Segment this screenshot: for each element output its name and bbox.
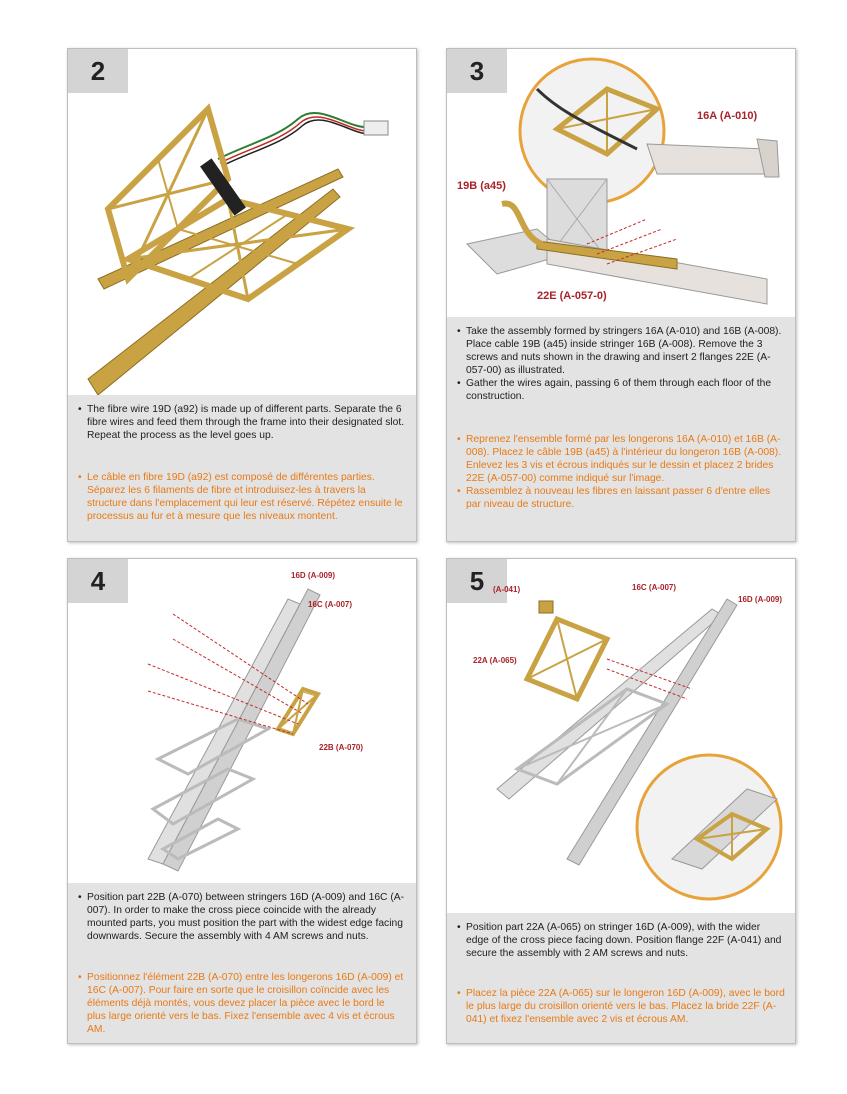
step-number: 3 <box>447 49 507 93</box>
instruction-item: • The fibre wire 19D (a92) is made up of different parts. Separate the 6 fibre wires and feed them through the frame into their designated slot. Repeat the process as the level goes up. <box>87 403 406 442</box>
step-panel-2 <box>67 48 417 542</box>
step-number: 5 <box>447 559 507 603</box>
step-panel-3 <box>446 48 796 542</box>
instruction-item: • Positionnez l'élément 22B (A-070) entre les longerons 16D (A-009) et 16C (A-007). Pour faire en sorte que le croisillon coïncide avec les éléments déjà montés, vous devez placer la pièce avec le bord le plus large orienté vers le bas. Fixez l'ensemble avec 4 vis et écrous AM. <box>87 971 406 1036</box>
instructions-french <box>68 963 416 1043</box>
instructions-english <box>68 883 416 963</box>
part-label: 16D (A-009) <box>738 595 783 604</box>
instruction-item: • Position part 22A (A-065) on stringer 16D (A-009), with the wider edge of the cross piece facing down. Position flange 22F (A-041) and secure the assembly with 2 AM screws and nuts. <box>466 921 785 960</box>
step-number: 4 <box>68 559 128 603</box>
cross-piece-22b-illustration <box>68 559 416 883</box>
instruction-item: • Reprenez l'ensemble formé par les longerons 16A (A-010) et 16B (A-008). Placez le câble 19B (a45) à l'intérieur du longeron 16B (A-008). Enlevez les 3 vis et écrous indiqués sur le dessin et placez 2 brides 22E (A-057-00) comme indiqué sur l'image. <box>466 433 785 485</box>
instructions-english <box>447 913 795 979</box>
step-illustration <box>68 559 416 883</box>
part-label: (A-041) <box>493 585 521 594</box>
instruction-item: • Position part 22B (A-070) between stringers 16D (A-009) and 16C (A-007). In order to make the cross piece coincide with the already mounted parts, you must position the part with the widest edge facing downwards. Secure the assembly with 4 AM screws and nuts. <box>87 891 406 943</box>
instruction-item: • Take the assembly formed by stringers 16A (A-010) and 16B (A-008). Place cable 19B (a45) inside stringer 16B (A-008). Remove the 3 screws and nuts shown in the drawing and insert 2 flanges 22E (A-057-00) as illustrated. <box>466 325 785 377</box>
step-illustration <box>68 49 416 395</box>
part-label: 16C (A-007) <box>308 600 353 609</box>
step-illustration <box>447 49 795 317</box>
fibre-wire-frame-illustration <box>68 49 416 395</box>
instructions-french <box>447 425 795 541</box>
part-label: 22B (A-070) <box>319 743 364 752</box>
instructions-english <box>447 317 795 425</box>
part-label: 16C (A-007) <box>632 583 677 592</box>
step-panel-5 <box>446 558 796 1044</box>
instruction-item: • Gather the wires again, passing 6 of them through each floor of the construction. <box>466 377 785 403</box>
instruction-item: • Le câble en fibre 19D (a92) est composé de différentes parties. Séparez les 6 filaments de fibre et introduisez-les à travers la structure dans l'emplacement qui leur est réservé. Répétez ensuite le processus au fur et à mesure que les niveaux montent. <box>87 471 406 523</box>
part-label: 16A (A-010) <box>697 110 758 122</box>
step-illustration <box>447 559 795 913</box>
instructions-english <box>68 395 416 463</box>
cross-piece-22a-illustration <box>447 559 795 913</box>
part-label: 22A (A-065) <box>473 656 517 665</box>
step-panel-4 <box>67 558 417 1044</box>
part-label: 16D (A-009) <box>291 571 336 580</box>
step-number: 2 <box>68 49 128 93</box>
stringer-assembly-illustration <box>447 49 795 317</box>
instruction-item: • Placez la pièce 22A (A-065) sur le longeron 16D (A-009), avec le bord le plus large du croisillon orienté vers le bas. Placez la bride 22F (A-041) et fixez l'ensemble avec 2 vis et écrous AM. <box>466 987 785 1026</box>
part-label: 19B (a45) <box>457 180 506 192</box>
instructions-french <box>68 463 416 541</box>
instructions-french <box>447 979 795 1043</box>
instruction-item: • Rassemblez à nouveau les fibres en laissant passer 6 d'entre elles par niveau de structure. <box>466 485 785 511</box>
part-label: 22E (A-057-0) <box>537 290 607 302</box>
